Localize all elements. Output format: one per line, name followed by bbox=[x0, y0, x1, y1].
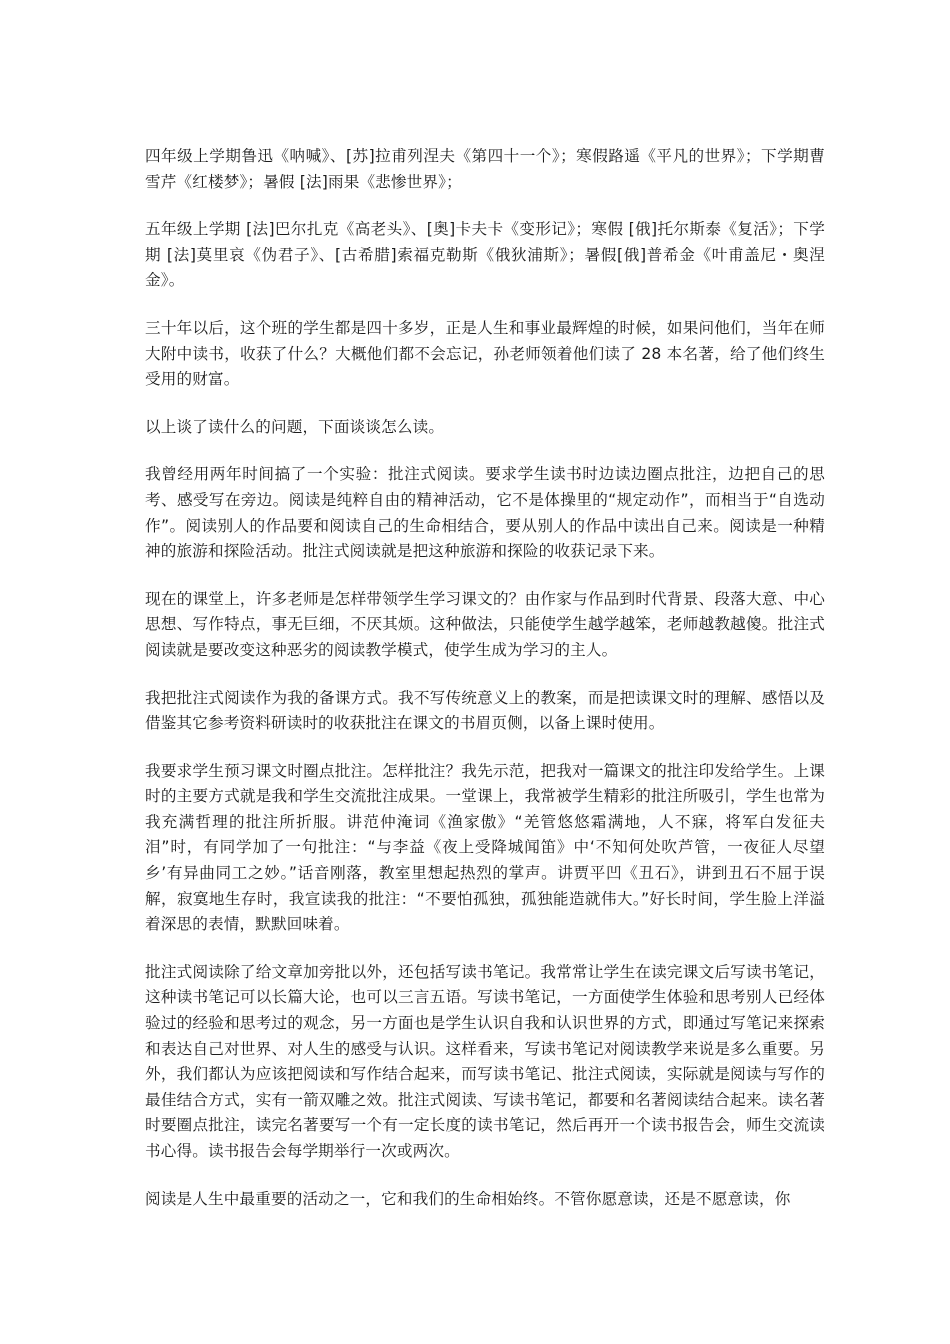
paragraph-grade4-reading-list: 四年级上学期鲁迅《呐喊》、[苏]拉甫列涅夫《第四十一个》；寒假路遥《平凡的世界》；下学期曹雪芹《红楼梦》；暑假 [法]雨果《悲惨世界》； bbox=[145, 147, 825, 191]
paragraph-thirty-years-later: 三十年以后，这个班的学生都是四十多岁，正是人生和事业最辉煌的时候，如果问他们，当年在师大附中读书，收获了什么？大概他们都不会忘记，孙老师领着他们读了 28 本名著，给了他们终生受用的财富。 bbox=[145, 318, 825, 389]
paragraph-lesson-prep: 我把批注式阅读作为我的备课方式。我不写传统意义上的教案，而是把读课文时的理解、感悟以及借鉴其它参考资料研读时的收获批注在课文的书眉页侧，以备上课时使用。 bbox=[145, 688, 825, 733]
paragraph-annotation-experiment: 我曾经用两年时间搞了一个实验：批注式阅读。要求学生读书时边读边圈点批注，边把自己的思考、感受写在旁边。阅读是纯粹自由的精神活动，它不是体操里的“规定动作”，而相当于“自选动作”。阅读别人的作品要和阅读自己的生命相结合，要从别人的作品中读出自己来。阅读是一种精神的旅游和探险活动。批注式阅读就是把这种旅游和探险的收获记录下来。 bbox=[145, 465, 825, 561]
document-body bbox=[145, 144, 825, 1234]
paragraph-transition: 以上谈了读什么的问题，下面谈谈怎么读。 bbox=[145, 417, 445, 436]
paragraph-reading-importance: 阅读是人生中最重要的活动之一，它和我们的生命相始终。不管你愿意读，还是不愿意读，你 bbox=[145, 1189, 791, 1208]
paragraph-current-classroom: 现在的课堂上，许多老师是怎样带领学生学习课文的？由作家与作品到时代背景、段落大意、中心思想、写作特点，事无巨细，不厌其烦。这种做法，只能使学生越学越笨，老师越教越傻。批注式阅读就是要改变这种恶劣的阅读教学模式，使学生成为学习的主人。 bbox=[145, 589, 825, 659]
paragraph-reading-notes: 批注式阅读除了给文章加旁批以外，还包括写读书笔记。我常常让学生在读完课文后写读书笔记，这种读书笔记可以长篇大论，也可以三言五语。写读书笔记，一方面使学生体验和思考别人已经体验过的经验和思考过的观念，另一方面也是学生认识自我和认识世界的方式，即通过写笔记来探索和表达自己对世界、对人生的感受与认识。这样看来，写读书笔记对阅读教学来说是多么重要。另外，我们都认为应该把阅读和写作结合起来，而写读书笔记、批注式阅读，实际就是阅读与写作的最佳结合方式，实有一箭双雕之效。批注式阅读、写读书笔记，都要和名著阅读结合起来。读名著时要圈点批注，读完名著要写一个有一定长度的读书笔记，然后再开一个读书报告会，师生交流读书心得。读书报告会每学期举行一次或两次。 bbox=[145, 962, 825, 1160]
paragraph-grade5-reading-list: 五年级上学期 [法]巴尔扎克《高老头》、[奥]卡夫卡《变形记》；寒假 [俄]托尔斯泰《复活》；下学期 [法]莫里哀《伪君子》、[古希腊]索福克勒斯《俄狄浦斯》；暑假[俄]普希金《叶甫盖尼・奥涅金》。 bbox=[145, 220, 825, 290]
paragraph-student-annotation: 我要求学生预习课文时圈点批注。怎样批注？我先示范，把我对一篇课文的批注印发给学生。上课时的主要方式就是我和学生交流批注成果。一堂课上，我常被学生精彩的批注所吸引，学生也常为我充满哲理的批注所折服。讲范仲淹词《渔家傲》“羌管悠悠霜满地，人不寐，将军白发征夫泪”时，有同学加了一句批注：“与李益《夜上受降城闻笛》中‘不知何处吹芦管，一夜征人尽望乡’有异曲同工之妙。”话音刚落，教室里想起热烈的掌声。讲贾平凹《丑石》，讲到丑石不屈于误解，寂寞地生存时，我宣读我的批注：“不要怕孤独，孤独能造就伟大。”好长时间，学生脸上洋溢着深思的表情，默默回味着。 bbox=[145, 761, 825, 934]
